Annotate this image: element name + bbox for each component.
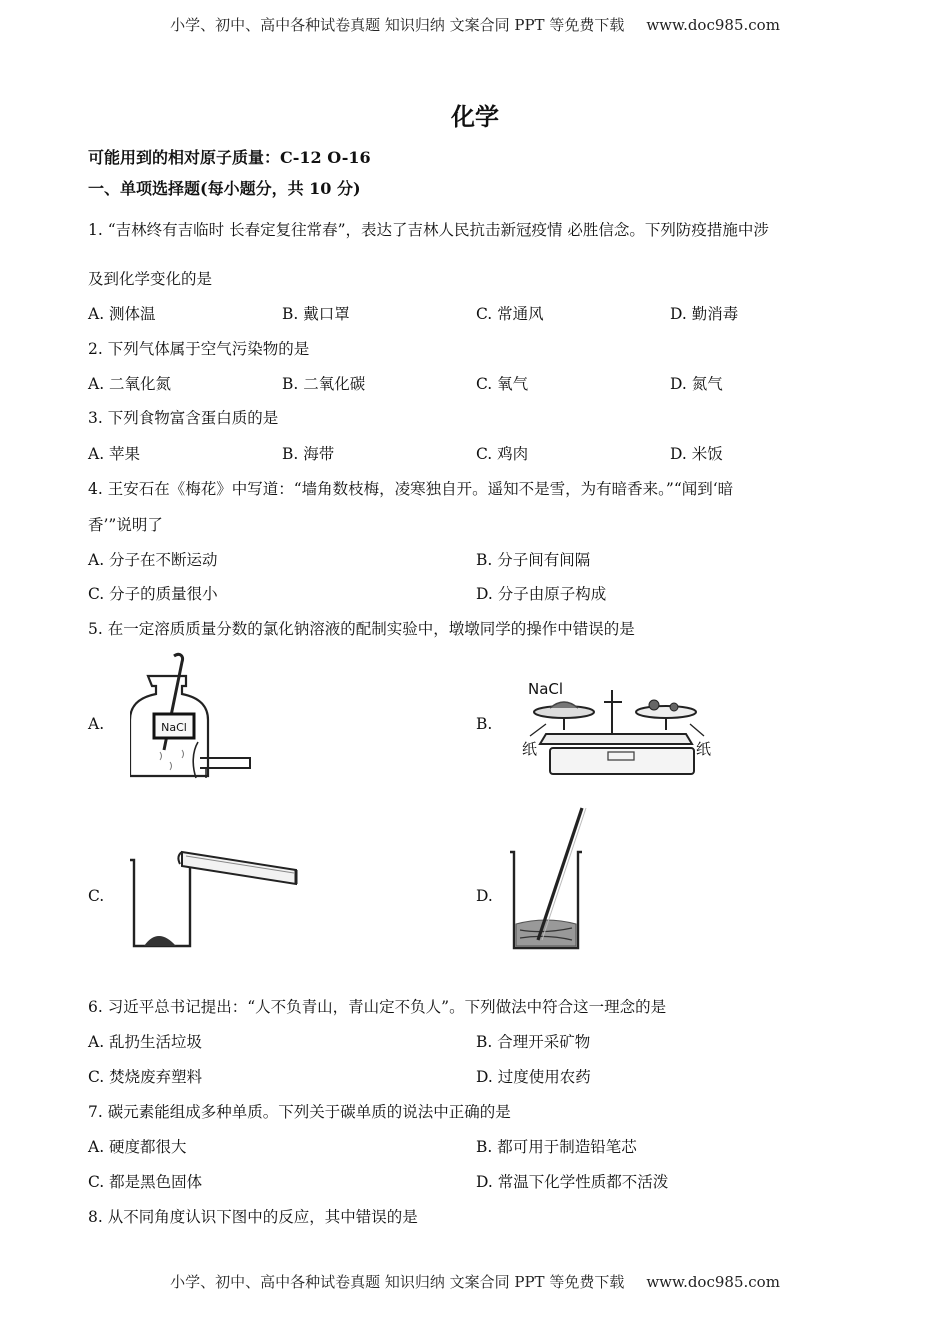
q1-stem-line2: 及到化学变化的是 [88,270,213,288]
q7-option-c: C. 都是黑色固体 [88,1173,203,1191]
q6-option-d: D. 过度使用农药 [476,1068,591,1086]
q6-option-b: B. 合理开采矿物 [476,1033,591,1051]
q4-option-a: A. 分子在不断运动 [88,551,218,569]
q3-option-c: C. 鸡肉 [476,445,529,463]
q3-option-b: B. 海带 [282,445,335,463]
q1-option-d: D. 勤消毒 [670,305,739,323]
q4-option-c: C. 分子的质量很小 [88,585,218,603]
figure-a-reagent-bottle [130,652,255,782]
q1-option-b: B. 戴口罩 [282,305,350,323]
header-text: 小学、初中、高中各种试卷真题 知识归纳 文案合同 PPT 等免费下载 [170,16,625,34]
figure-b-paper-right: 纸 [696,740,712,758]
footer-text: 小学、初中、高中各种试卷真题 知识归纳 文案合同 PPT 等免费下载 [170,1273,625,1291]
q2-option-c: C. 氧气 [476,375,529,393]
q5-option-b-label: B. [476,715,493,733]
q6-option-c: C. 焚烧废弃塑料 [88,1068,203,1086]
q2-stem: 2. 下列气体属于空气污染物的是 [88,340,310,358]
q6-option-a: A. 乱扔生活垃圾 [88,1033,203,1051]
atomic-mass-note: 可能用到的相对原子质量：C-12 O-16 [88,148,371,167]
section-heading: 一、单项选择题(每小题分，共 10 分) [88,179,361,198]
figure-c-pouring [122,838,307,954]
figure-d-stirring [506,806,606,954]
q2-option-a: A. 二氧化氮 [88,375,172,393]
q6-stem: 6. 习近平总书记提出：“人不负青山，青山定不负人”。下列做法中符合这一理念的是 [88,998,667,1016]
q1-option-c: C. 常通风 [476,305,544,323]
q5-option-a-label: A. [88,715,105,733]
figure-b-nacl-label: NaCl [528,680,564,698]
q2-option-b: B. 二氧化碳 [282,375,366,393]
q4-stem-line1: 4. 王安石在《梅花》中写道：“墙角数枝梅，凌寒独自开。遥知不是雪，为有暗香来。”“闻到‘暗 [88,480,734,498]
q7-option-b: B. 都可用于制造铅笔芯 [476,1138,637,1156]
figure-b-paper-left: 纸 [522,740,538,758]
q4-option-d: D. 分子由原子构成 [476,585,607,603]
page-header [0,14,950,35]
q5-option-c-label: C. [88,887,105,905]
q1-option-a: A. 测体温 [88,305,156,323]
page-title: 化学 [451,102,499,131]
q7-option-d: D. 常温下化学性质都不活泼 [476,1173,669,1191]
q1-stem-line1: 1. “吉林终有吉临时 长春定复往常春”，表达了吉林人民抗击新冠疫情 必胜信念。下列防疫措施中涉 [88,221,769,239]
q4-stem-line2: 香’”说明了 [88,516,163,534]
figure-a-nacl-label: NaCl [161,721,187,734]
q3-option-a: A. 苹果 [88,445,141,463]
q3-stem: 3. 下列食物富含蛋白质的是 [88,409,279,427]
footer-url[interactable]: www.doc985.com [646,1273,780,1291]
q3-option-d: D. 米饭 [670,445,723,463]
q5-stem: 5. 在一定溶质质量分数的氯化钠溶液的配制实验中，墩墩同学的操作中错误的是 [88,620,635,638]
figure-b-balance [516,678,726,780]
header-url[interactable]: www.doc985.com [646,16,780,34]
q7-stem: 7. 碳元素能组成多种单质。下列关于碳单质的说法中正确的是 [88,1103,511,1121]
q8-stem: 8. 从不同角度认识下图中的反应，其中错误的是 [88,1208,418,1226]
q2-option-d: D. 氮气 [670,375,723,393]
q4-option-b: B. 分子间有间隔 [476,551,591,569]
q5-option-d-label: D. [476,887,493,905]
page-footer [0,1271,950,1292]
q7-option-a: A. 硬度都很大 [88,1138,187,1156]
